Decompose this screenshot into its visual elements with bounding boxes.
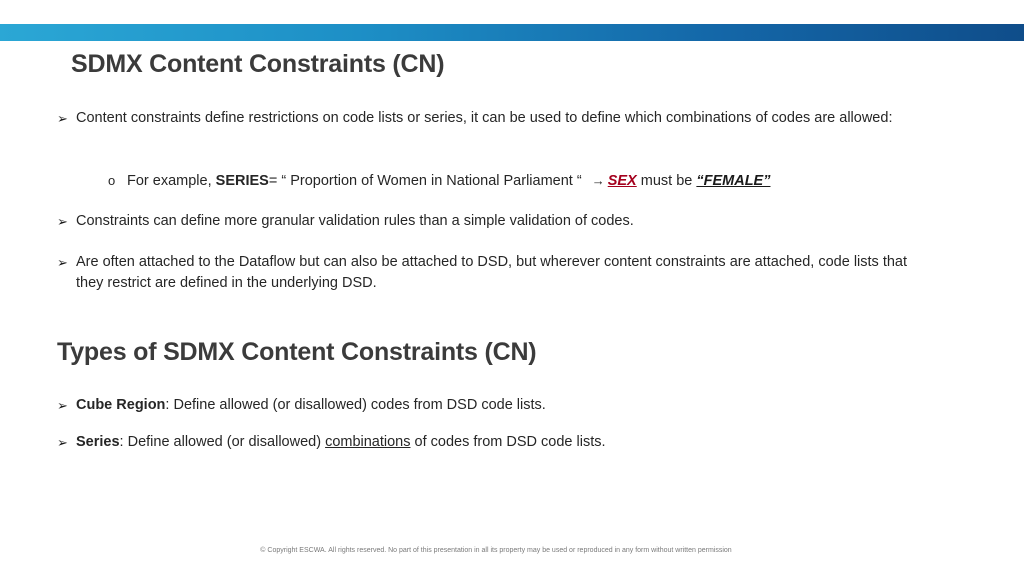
sex-label: SEX (607, 173, 637, 189)
circle-bullet-icon: o (108, 173, 116, 188)
copyright-footer: © Copyright ESCWA. All rights reserved. No part of this presentation in all its property may be used or reproduced in any form without written permission (260, 547, 732, 554)
underlined-word: combinations (325, 434, 411, 450)
example-text (108, 170, 908, 192)
bullet-text: Content constraints define restrictions on code lists or series, it can be used to define which combinations of codes are allowed: (76, 110, 893, 126)
must-be-text: must be (636, 173, 697, 189)
type-term: Series (76, 434, 120, 450)
example-prefix: For example, (127, 173, 216, 189)
arrow-bullet-icon: ➢ (57, 214, 68, 229)
type-text (57, 432, 917, 453)
section-title: Types of SDMX Content Constraints (CN) (57, 338, 537, 366)
type-text (57, 395, 917, 416)
arrow-bullet-icon: ➢ (57, 398, 68, 413)
bullet-text: Are often attached to the Dataflow but can also be attached to DSD, but wherever content constraints are attached, code lists that they restrict are defined in the underlying DSD. (76, 254, 908, 291)
arrow-bullet-icon: ➢ (57, 255, 68, 270)
header-accent-bar (0, 24, 1024, 41)
type-description: : Define allowed (or disallowed) codes from DSD code lists. (165, 397, 546, 413)
type-item-series (57, 432, 917, 453)
series-label: SERIES (215, 173, 269, 189)
type-item-cube-region (57, 395, 917, 416)
type-description: : Define allowed (or disallowed) (119, 434, 326, 450)
bullet-item (57, 108, 917, 129)
type-term: Cube Region (76, 397, 166, 413)
female-value: “FEMALE” (696, 173, 771, 189)
bullet-item (57, 211, 917, 232)
series-value: = “ Proportion of Women in National Parliament “ (268, 173, 586, 189)
bullet-item (57, 252, 927, 294)
type-description-end: of codes from DSD code lists. (410, 434, 606, 450)
arrow-bullet-icon: ➢ (57, 111, 68, 126)
arrow-bullet-icon: ➢ (57, 435, 68, 450)
right-arrow-icon: → (591, 173, 605, 188)
example-item (108, 170, 908, 192)
slide-title: SDMX Content Constraints (CN) (71, 50, 445, 78)
bullet-text: Constraints can define more granular validation rules than a simple validation of codes. (76, 213, 634, 229)
